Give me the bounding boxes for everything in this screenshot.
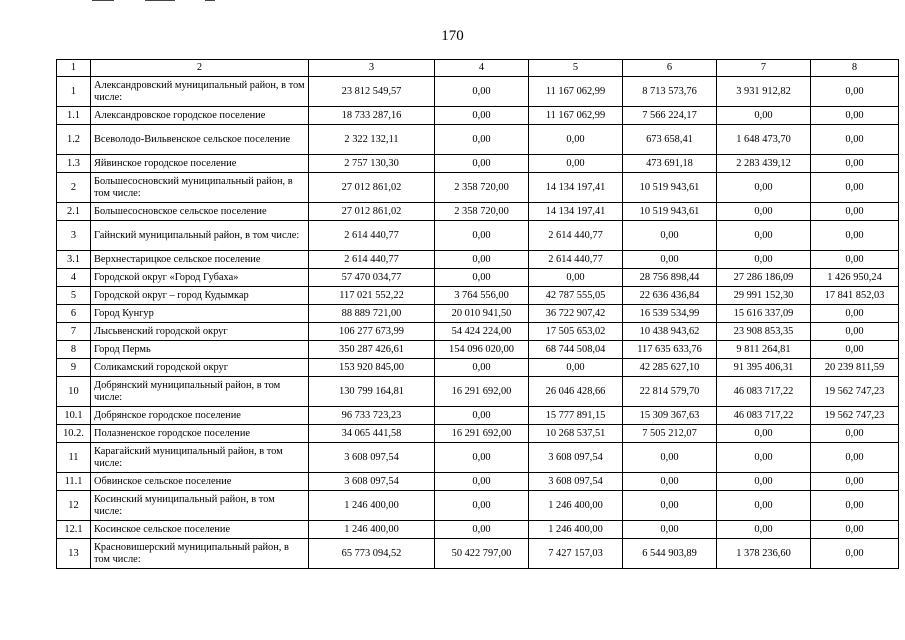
amount-col-3: 2 614 440,77 — [309, 251, 435, 269]
table-row — [57, 155, 899, 173]
amount-col-6: 473 691,18 — [623, 155, 717, 173]
amount-col-6: 6 544 903,89 — [623, 539, 717, 569]
table-row — [57, 107, 899, 125]
amount-col-6: 42 285 627,10 — [623, 359, 717, 377]
amount-col-8: 17 841 852,03 — [811, 287, 899, 305]
amount-col-5: 0,00 — [529, 359, 623, 377]
amount-col-3: 2 614 440,77 — [309, 221, 435, 251]
row-number: 7 — [57, 323, 91, 341]
amount-col-5: 2 614 440,77 — [529, 221, 623, 251]
amount-col-5: 10 268 537,51 — [529, 425, 623, 443]
row-number: 6 — [57, 305, 91, 323]
municipality-name: Большесосновское сельское поселение — [91, 203, 309, 221]
amount-col-5: 2 614 440,77 — [529, 251, 623, 269]
amount-col-6: 8 713 573,76 — [623, 77, 717, 107]
amount-col-8: 0,00 — [811, 203, 899, 221]
amount-col-3: 130 799 164,81 — [309, 377, 435, 407]
municipality-name: Обвинское сельское поселение — [91, 473, 309, 491]
amount-col-4: 0,00 — [435, 443, 529, 473]
amount-col-6: 0,00 — [623, 251, 717, 269]
amount-col-5: 0,00 — [529, 125, 623, 155]
amount-col-7: 23 908 853,35 — [717, 323, 811, 341]
row-number: 2 — [57, 173, 91, 203]
amount-col-3: 57 470 034,77 — [309, 269, 435, 287]
column-header: 5 — [529, 60, 623, 77]
amount-col-8: 0,00 — [811, 491, 899, 521]
budget-table — [56, 59, 899, 569]
amount-col-3: 88 889 721,00 — [309, 305, 435, 323]
amount-col-7: 0,00 — [717, 425, 811, 443]
amount-col-5: 17 505 653,02 — [529, 323, 623, 341]
column-header: 8 — [811, 60, 899, 77]
amount-col-7: 0,00 — [717, 491, 811, 521]
amount-col-3: 350 287 426,61 — [309, 341, 435, 359]
row-number: 1.3 — [57, 155, 91, 173]
amount-col-6: 0,00 — [623, 221, 717, 251]
table-row — [57, 377, 899, 407]
table-row — [57, 305, 899, 323]
municipality-name: Красновишерский муниципальный район, в том числе: — [91, 539, 309, 569]
amount-col-8: 0,00 — [811, 77, 899, 107]
amount-col-4: 20 010 941,50 — [435, 305, 529, 323]
amount-col-3: 1 246 400,00 — [309, 491, 435, 521]
amount-col-5: 68 744 508,04 — [529, 341, 623, 359]
amount-col-3: 96 733 723,23 — [309, 407, 435, 425]
amount-col-6: 117 635 633,76 — [623, 341, 717, 359]
municipality-name: Александровское городское поселение — [91, 107, 309, 125]
amount-col-4: 0,00 — [435, 407, 529, 425]
amount-col-7: 0,00 — [717, 107, 811, 125]
amount-col-5: 14 134 197,41 — [529, 203, 623, 221]
amount-col-3: 27 012 861,02 — [309, 203, 435, 221]
amount-col-7: 46 083 717,22 — [717, 377, 811, 407]
amount-col-7: 91 395 406,31 — [717, 359, 811, 377]
amount-col-4: 0,00 — [435, 155, 529, 173]
table-row — [57, 521, 899, 539]
amount-col-4: 0,00 — [435, 473, 529, 491]
column-header: 2 — [91, 60, 309, 77]
amount-col-5: 1 246 400,00 — [529, 491, 623, 521]
municipality-name: Александровский муниципальный район, в том числе: — [91, 77, 309, 107]
row-number: 1 — [57, 77, 91, 107]
amount-col-4: 0,00 — [435, 77, 529, 107]
page-number: 170 — [441, 28, 464, 44]
row-number: 13 — [57, 539, 91, 569]
row-number: 1.1 — [57, 107, 91, 125]
amount-col-8: 20 239 811,59 — [811, 359, 899, 377]
municipality-name: Карагайский муниципальный район, в том числе: — [91, 443, 309, 473]
table-row — [57, 77, 899, 107]
municipality-name: Городской округ «Город Губаха» — [91, 269, 309, 287]
row-number: 3 — [57, 221, 91, 251]
amount-col-6: 16 539 534,99 — [623, 305, 717, 323]
row-number: 9 — [57, 359, 91, 377]
amount-col-7: 0,00 — [717, 221, 811, 251]
municipality-name: Косинское сельское поселение — [91, 521, 309, 539]
amount-col-7: 0,00 — [717, 203, 811, 221]
amount-col-6: 10 519 943,61 — [623, 203, 717, 221]
table-row — [57, 323, 899, 341]
municipality-name: Верхнестарицкое сельское поселение — [91, 251, 309, 269]
amount-col-4: 0,00 — [435, 359, 529, 377]
scan-mark — [145, 0, 175, 1]
amount-col-5: 3 608 097,54 — [529, 473, 623, 491]
amount-col-5: 0,00 — [529, 155, 623, 173]
table-row — [57, 203, 899, 221]
column-header: 7 — [717, 60, 811, 77]
row-number: 11 — [57, 443, 91, 473]
amount-col-4: 54 424 224,00 — [435, 323, 529, 341]
amount-col-3: 34 065 441,58 — [309, 425, 435, 443]
amount-col-4: 50 422 797,00 — [435, 539, 529, 569]
amount-col-8: 0,00 — [811, 539, 899, 569]
amount-col-5: 11 167 062,99 — [529, 77, 623, 107]
amount-col-4: 0,00 — [435, 251, 529, 269]
amount-col-4: 16 291 692,00 — [435, 377, 529, 407]
row-number: 3.1 — [57, 251, 91, 269]
amount-col-6: 22 814 579,70 — [623, 377, 717, 407]
amount-col-8: 0,00 — [811, 323, 899, 341]
amount-col-4: 0,00 — [435, 521, 529, 539]
municipality-name: Гайнский муниципальный район, в том числе: — [91, 221, 309, 251]
table-row — [57, 287, 899, 305]
amount-col-6: 7 566 224,17 — [623, 107, 717, 125]
amount-col-4: 0,00 — [435, 491, 529, 521]
amount-col-6: 7 505 212,07 — [623, 425, 717, 443]
amount-col-4: 16 291 692,00 — [435, 425, 529, 443]
amount-col-3: 2 322 132,11 — [309, 125, 435, 155]
municipality-name: Большесосновский муниципальный район, в том числе: — [91, 173, 309, 203]
column-header: 6 — [623, 60, 717, 77]
column-number-row — [57, 60, 899, 77]
amount-col-6: 0,00 — [623, 521, 717, 539]
amount-col-4: 0,00 — [435, 125, 529, 155]
amount-col-5: 1 246 400,00 — [529, 521, 623, 539]
amount-col-4: 3 764 556,00 — [435, 287, 529, 305]
row-number: 2.1 — [57, 203, 91, 221]
row-number: 4 — [57, 269, 91, 287]
amount-col-8: 1 426 950,24 — [811, 269, 899, 287]
table-row — [57, 443, 899, 473]
municipality-name: Добрянское городское поселение — [91, 407, 309, 425]
amount-col-5: 3 608 097,54 — [529, 443, 623, 473]
amount-col-3: 3 608 097,54 — [309, 443, 435, 473]
municipality-name: Город Пермь — [91, 341, 309, 359]
amount-col-8: 0,00 — [811, 125, 899, 155]
amount-col-7: 0,00 — [717, 473, 811, 491]
amount-col-7: 0,00 — [717, 251, 811, 269]
row-number: 12 — [57, 491, 91, 521]
row-number: 10.1 — [57, 407, 91, 425]
amount-col-5: 36 722 907,42 — [529, 305, 623, 323]
amount-col-8: 0,00 — [811, 521, 899, 539]
amount-col-8: 0,00 — [811, 251, 899, 269]
amount-col-3: 2 757 130,30 — [309, 155, 435, 173]
amount-col-7: 1 648 473,70 — [717, 125, 811, 155]
municipality-name: Городской округ – город Кудымкар — [91, 287, 309, 305]
amount-col-6: 28 756 898,44 — [623, 269, 717, 287]
amount-col-8: 0,00 — [811, 305, 899, 323]
amount-col-7: 46 083 717,22 — [717, 407, 811, 425]
amount-col-5: 7 427 157,03 — [529, 539, 623, 569]
amount-col-3: 117 021 552,22 — [309, 287, 435, 305]
amount-col-3: 3 608 097,54 — [309, 473, 435, 491]
amount-col-7: 3 931 912,82 — [717, 77, 811, 107]
amount-col-6: 10 519 943,61 — [623, 173, 717, 203]
amount-col-7: 0,00 — [717, 443, 811, 473]
amount-col-4: 154 096 020,00 — [435, 341, 529, 359]
amount-col-5: 42 787 555,05 — [529, 287, 623, 305]
column-header: 1 — [57, 60, 91, 77]
municipality-name: Соликамский городской округ — [91, 359, 309, 377]
amount-col-5: 26 046 428,66 — [529, 377, 623, 407]
amount-col-3: 1 246 400,00 — [309, 521, 435, 539]
scan-mark — [205, 0, 215, 1]
amount-col-5: 0,00 — [529, 269, 623, 287]
amount-col-6: 0,00 — [623, 491, 717, 521]
table-row — [57, 341, 899, 359]
amount-col-8: 0,00 — [811, 155, 899, 173]
amount-col-6: 10 438 943,62 — [623, 323, 717, 341]
amount-col-8: 0,00 — [811, 425, 899, 443]
table-row — [57, 359, 899, 377]
amount-col-4: 0,00 — [435, 269, 529, 287]
amount-col-8: 0,00 — [811, 341, 899, 359]
amount-col-8: 19 562 747,23 — [811, 407, 899, 425]
amount-col-4: 2 358 720,00 — [435, 173, 529, 203]
amount-col-8: 19 562 747,23 — [811, 377, 899, 407]
amount-col-3: 153 920 845,00 — [309, 359, 435, 377]
amount-col-7: 9 811 264,81 — [717, 341, 811, 359]
column-header: 3 — [309, 60, 435, 77]
row-number: 1.2 — [57, 125, 91, 155]
amount-col-6: 673 658,41 — [623, 125, 717, 155]
amount-col-7: 0,00 — [717, 173, 811, 203]
amount-col-8: 0,00 — [811, 473, 899, 491]
table-row — [57, 407, 899, 425]
municipality-name: Косинский муниципальный район, в том числе: — [91, 491, 309, 521]
amount-col-7: 0,00 — [717, 521, 811, 539]
amount-col-8: 0,00 — [811, 107, 899, 125]
table-row — [57, 251, 899, 269]
amount-col-7: 2 283 439,12 — [717, 155, 811, 173]
row-number: 10 — [57, 377, 91, 407]
municipality-name: Яйвинское городское поселение — [91, 155, 309, 173]
amount-col-6: 0,00 — [623, 473, 717, 491]
table-row — [57, 173, 899, 203]
amount-col-6: 0,00 — [623, 443, 717, 473]
municipality-name: Лысьвенский городской округ — [91, 323, 309, 341]
table-row — [57, 125, 899, 155]
scan-mark — [92, 0, 114, 1]
row-number: 11.1 — [57, 473, 91, 491]
amount-col-7: 15 616 337,09 — [717, 305, 811, 323]
amount-col-8: 0,00 — [811, 221, 899, 251]
amount-col-5: 11 167 062,99 — [529, 107, 623, 125]
row-number: 5 — [57, 287, 91, 305]
amount-col-3: 18 733 287,16 — [309, 107, 435, 125]
table-row — [57, 473, 899, 491]
amount-col-4: 2 358 720,00 — [435, 203, 529, 221]
amount-col-4: 0,00 — [435, 107, 529, 125]
amount-col-8: 0,00 — [811, 173, 899, 203]
amount-col-6: 22 636 436,84 — [623, 287, 717, 305]
amount-col-5: 15 777 891,15 — [529, 407, 623, 425]
amount-col-5: 14 134 197,41 — [529, 173, 623, 203]
amount-col-7: 29 991 152,30 — [717, 287, 811, 305]
amount-col-7: 27 286 186,09 — [717, 269, 811, 287]
amount-col-6: 15 309 367,63 — [623, 407, 717, 425]
amount-col-4: 0,00 — [435, 221, 529, 251]
municipality-name: Город Кунгур — [91, 305, 309, 323]
amount-col-8: 0,00 — [811, 443, 899, 473]
column-header: 4 — [435, 60, 529, 77]
amount-col-3: 23 812 549,57 — [309, 77, 435, 107]
amount-col-3: 27 012 861,02 — [309, 173, 435, 203]
amount-col-3: 65 773 094,52 — [309, 539, 435, 569]
row-number: 12.1 — [57, 521, 91, 539]
municipality-name: Полазненское городское поселение — [91, 425, 309, 443]
municipality-name: Добрянский муниципальный район, в том числе: — [91, 377, 309, 407]
row-number: 8 — [57, 341, 91, 359]
table-row — [57, 221, 899, 251]
row-number: 10.2. — [57, 425, 91, 443]
amount-col-3: 106 277 673,99 — [309, 323, 435, 341]
amount-col-7: 1 378 236,60 — [717, 539, 811, 569]
table-row — [57, 491, 899, 521]
table-row — [57, 425, 899, 443]
table-row — [57, 269, 899, 287]
table-row — [57, 539, 899, 569]
municipality-name: Всеволодо-Вильвенское сельское поселение — [91, 125, 309, 155]
